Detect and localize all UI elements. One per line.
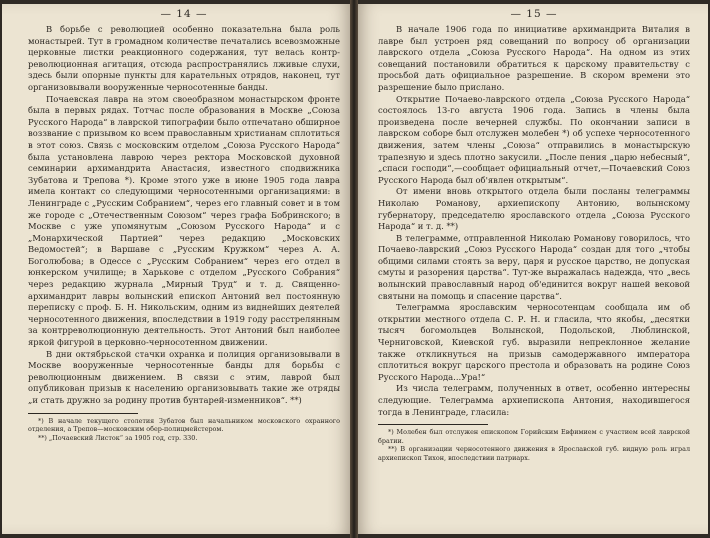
paragraph: Почаевская лавра на этом своеобразном монастырском фронте была в первых рядах. Тотчас после образования в Москве „Союза Русского Народа“ в лаврской типографии было отпечатано обширное воззвание с призывом ко всем православным христианам сплотиться в этот союз. Связь с московским отделом „Союза Русского Народа“ была установлена лаврою через ректора Московской духовной семинарии архимандрита Анастасия, известного сподвижника Зубатова и Трепова *). Кроме этого уже в июне 1905 года лавра имела контакт со следующими черносотенными организациями: в Ленинграде с „Русским Собранием“, через его главный совет и в том же городе с „Отечественным Союзом“ через графа Бобринского; в Москве с уже упомянутым „Союзом Русского Народа“ и с „Монархической Партией“ через редакцию „Московских Ведомостей“; в Варшаве с „Русским Кружком“ через А. А. Боголюбова; в Одессе с „Русским Собранием“ через его отдел в юнкерском училище; в Харькове с отделом „Русского Собрания“ через редакцию журнала „Мирный Труд“ и т. д. Священно-архимандрит лавры волынский епископ Антоний вел постоянную переписку с проф. Б. Н. Никольским, одним из виднейших деятелей черносотенного движения, впоследствии в 1919 году расстрелянным за контрреволюционную деятельность. Этот Антоний был наиболее яркой фигурой в церковно-черносотенном движении. <box>28 93 340 348</box>
page-number: — 14 — <box>160 8 208 20</box>
book-spine <box>350 0 358 538</box>
footnote: **) „Почаевский Листок“ за 1905 год, стр. 330. <box>38 433 198 442</box>
paragraph: Из числа телеграмм, полученных в ответ, особенно интересны следующие. Телеграмма архиепископа Антония, находившегося тогда в Ленинграде, гласила: <box>378 383 690 417</box>
paragraph: В начале 1906 года по инициативе архимандрита Виталия в лавре был устроен ряд совещаний по вопросу об организации лаврского отдела „Союза Русского Народа“. На одном из этих совещаний постановили обратиться к царскому правительству с просьбой дать официальное разрешение. В скором времени это разрешение было прислано. <box>378 24 690 92</box>
right-page <box>356 4 708 534</box>
paragraph: Телеграмма ярославским черносотенцам сообщала им об открытии местного отдела С. Р. Н. и гласила, что якобы, „десятки тысяч богомольцев Волынской, Подольской, Люблинской, Черниговской, Киевской губ. выразили непреклонное желание также откликнуться на призыв самодержавного императора сплотиться вокруг царского престола и образовать на родине Союз Русского Народа...Ура!“ <box>378 302 690 382</box>
paragraph: В дни октябрьской стачки охранка и полиция организовывали в Москве вооруженные черносотенные банды для борьбы с революционным движением. В связи с этим, лаврой был опубликован призыв к населению организовывать такие же отряды „и стать дружно за родину против бунтарей-изменников“. **) <box>28 348 340 405</box>
footnote: **) В организации черносотенного движения в Ярославской губ. видную роль играл архиепископ Тихон, впоследствии патриарх. <box>378 445 690 462</box>
footnote: *) В начале текущего столетия Зубатов был начальником московского охранного отделения, а Трепов—московским обер-полицмейстером. <box>28 416 340 434</box>
left-page <box>2 4 352 534</box>
paragraph: В борьбе с революцией особенно показательна была роль монастырей. Тут в громадном количестве печатались всевозможные церковные листки реакционного содержания, тут велась контр-революционная агитация, отсюда распространялись лживые слухи, здесь были опорные пункты для карательных отрядов, наконец, тут организовывали вооруженные черносотенные банды. <box>28 24 340 92</box>
page-body <box>28 24 340 407</box>
paragraph: От имени вновь открытого отдела были посланы телеграммы Николаю Романову, архиепископу Антонию, волынскому губернатору, председателю ярославского отдела „Союза Русского Народа“ и т. д. **) <box>378 186 690 232</box>
footnote-divider <box>28 413 138 414</box>
paragraph: Открытие Почаево-лаврского отдела „Союза Русского Народа“ состоялось 13-го августа 1906 года. Запись в члены была произведена после вечерней службы. По окончании записи в лаврском соборе был отслужен молебен *) об успехе черносотенного движения, затем члены „Союза“ отправились в монастырскую трапезную и здесь плотно закусили. „После пения „царю небесный“, „спаси господи“,—сообщает официальный отчет,—Почаевский Союз Русского Народа был об'явлен открытым“. <box>378 93 690 185</box>
footnotes <box>28 417 340 443</box>
paragraph: В телеграмме, отправленной Николаю Романову говорилось, что Почаево-лаврский „Союз Русского Народа“ создан для того „чтобы общими силами стоять за веру, царя и русское царство, не допуская смуты и разорения царства“. Тут-же выражалась надежда, что „весь волынский православный народ об'единится вокруг нашей вековой святыни на помощь и спасение царства“. <box>378 232 690 301</box>
footnotes <box>378 428 690 462</box>
page-number: — 15 — <box>510 8 558 20</box>
page-body <box>378 24 690 418</box>
footnote-divider <box>378 424 488 425</box>
footnote: *) Молебен был отслужен епископом Горийским Евфимием с участием всей лаврской братии. <box>378 428 690 445</box>
